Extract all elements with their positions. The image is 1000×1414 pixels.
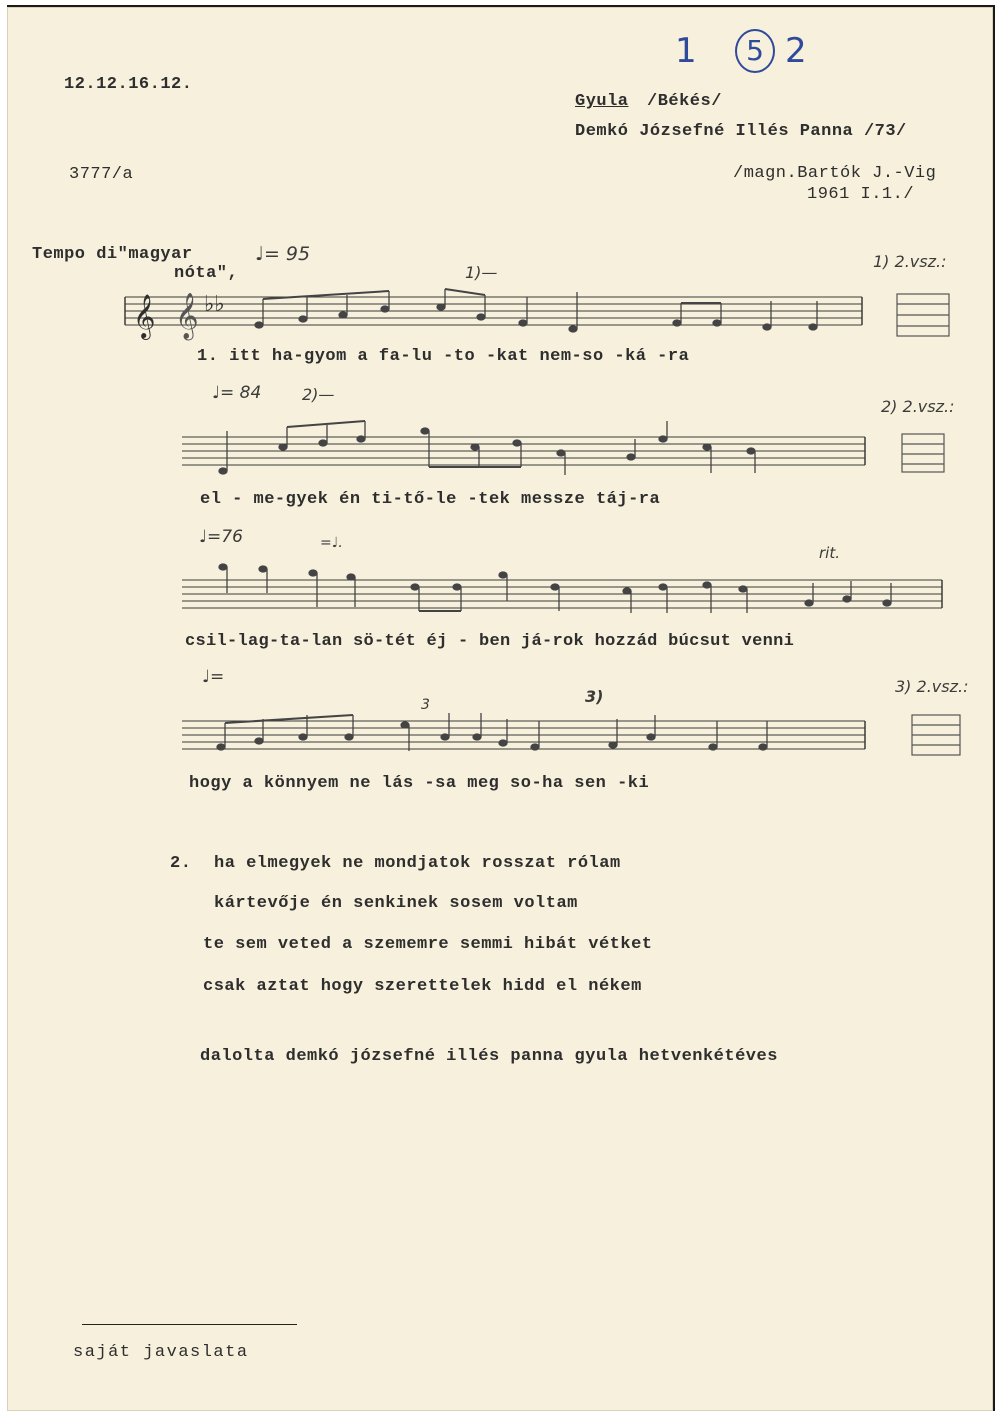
staff-2 <box>182 437 865 465</box>
metronome-1: ♩= 95 <box>255 243 311 265</box>
variant-staff-boxes <box>897 294 960 755</box>
variant-note-2: 2) 2.vsz.: <box>881 397 955 416</box>
variant-note-1: 1) 2.vsz.: <box>873 252 947 271</box>
page-number-circled: 5 <box>735 29 775 73</box>
note-marker-3: 3) <box>585 687 604 706</box>
verse-2-line-2: kártevője én senkinek sosem voltam <box>214 894 578 913</box>
variant-note-3: 3) 2.vsz.: <box>895 677 969 696</box>
recording-info-2: 1961 I.1./ <box>807 185 915 204</box>
verse-2-number: 2. <box>170 854 192 873</box>
tempo-marking-1: Tempo di"magyar <box>32 245 193 264</box>
metronome-3: ♩=76 <box>199 527 243 547</box>
staff-4-notes <box>217 713 767 751</box>
place-name: Gyula <box>575 92 629 111</box>
footnote-rule <box>82 1324 297 1325</box>
verse-2-line-1: ha elmegyek ne mondjatok rosszat rólam <box>214 854 621 873</box>
singer-credit: dalolta demkó józsefné illés panna gyula hetvenkétéves <box>200 1047 778 1066</box>
page-number-right: 2 <box>785 31 807 71</box>
document-page <box>7 5 995 1411</box>
recording-info-1: /magn.Bartók J.-Vig <box>733 164 937 183</box>
dotted-equivalence: =♩. <box>320 535 343 551</box>
date-code: 12.12.16.12. <box>64 75 193 94</box>
lyric-line-2: el - me-gyek én ti-tő-le -tek messze táj-ra <box>200 490 661 509</box>
key-signature: ♭♭ <box>204 292 225 317</box>
note-marker-2: 2)— <box>302 385 335 404</box>
catalog-number: 3777/a <box>69 165 134 184</box>
footnote-text: saját javaslata <box>73 1343 249 1362</box>
verse-2-line-3: te sem veted a szememre semmi hibát vétket <box>203 935 653 954</box>
lyric-line-3: csil-lag-ta-lan sö-tét éj - ben já-rok hozzád búcsut venni <box>185 632 795 651</box>
page-number-left: 1 <box>675 31 697 71</box>
triplet-mark: 3 <box>421 697 430 713</box>
metronome-4: ♩= <box>202 667 225 687</box>
singer-name: Demkó Józsefné Illés Panna /73/ <box>575 122 907 141</box>
staff-1 <box>125 297 862 325</box>
verse-2-line-4: csak aztat hogy szerettelek hidd el nékem <box>203 977 642 996</box>
music-notation <box>7 7 993 827</box>
metronome-2: ♩= 84 <box>212 383 262 403</box>
note-marker-1: 1)— <box>465 263 498 282</box>
treble-clef: 𝄞 <box>133 294 156 338</box>
staff-3 <box>182 580 942 608</box>
tempo-marking-2: nóta", <box>174 264 239 283</box>
ritardando-mark: rit. <box>819 544 840 562</box>
staff-2-notes <box>219 421 755 475</box>
lyric-line-4: hogy a könnyem ne lás -sa meg so-ha sen -ki <box>189 774 650 793</box>
county-name: /Békés/ <box>647 92 722 111</box>
treble-clef-handwritten: 𝄞 <box>175 293 199 339</box>
lyric-line-1: 1. itt ha-gyom a fa-lu -to -kat nem-so -ká -ra <box>197 347 690 366</box>
staff-3-notes <box>219 564 891 613</box>
